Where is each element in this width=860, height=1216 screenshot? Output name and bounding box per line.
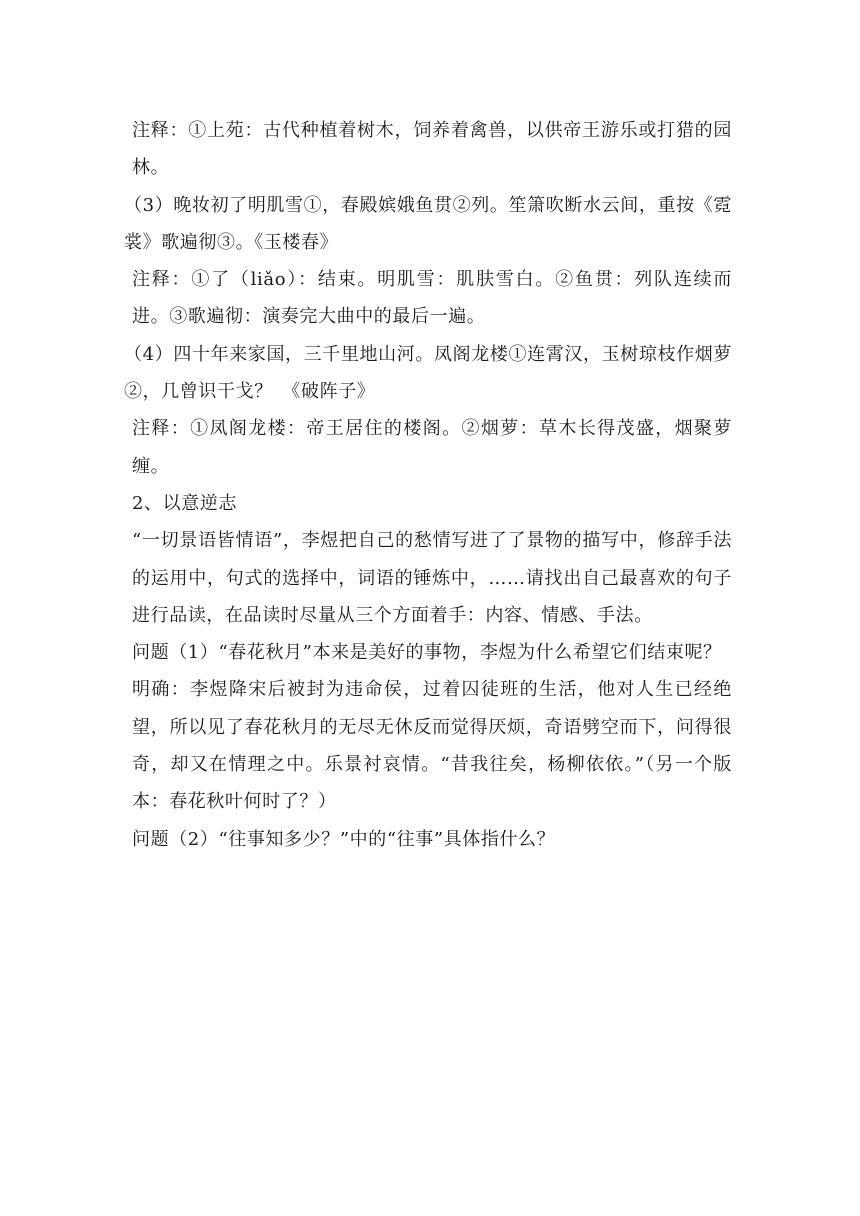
annotation-yulouchun: 注释：①了（liǎo）：结束。明肌雪：肌肤雪白。②鱼贯：列队连续而进。③歌遍彻：演奏完大曲中的最后一遍。	[132, 269, 732, 328]
section-heading: 2、以意逆志	[132, 492, 238, 514]
instruction-paragraph: “一切景语皆情语”，李煜把自己的愁情写进了了景物的描写中，修辞手法的运用中，句式的选择中，词语的锤炼中，……请找出自己最喜欢的句子进行品读，在品读时尽量从三个方面着手：内容、情感、手法。	[132, 530, 732, 626]
poem-pozhenzi: （4）四十年来家国，三千里地山河。凤阁龙楼①连霄汉，玉树琼枝作烟萝②，几曾识干戈？ 《破阵子》	[124, 343, 732, 403]
question-2: 问题（2）“往事知多少？”中的“往事”具体指什么？	[132, 828, 556, 850]
poem-yulouchun: （3）晚妆初了明肌雪①，春殿嫔娥鱼贯②列。笙箫吹断水云间，重按《霓裳》歌遍彻③。《玉楼春》	[124, 194, 732, 253]
question-1: 问题（1）“春花秋月”本来是美好的事物，李煜为什么希望它们结束呢？	[132, 642, 722, 664]
document-body	[124, 112, 732, 858]
answer-1: 明确：李煜降宋后被封为违命侯，过着囚徒班的生活，他对人生已经绝望，所以见了春花秋月的无尽无休反而觉得厌烦，奇语劈空而下，问得很奇，却又在情理之中。乐景衬哀情。“昔我往矣，杨柳依依。”（另一个版本：春花秋叶何时了？）	[132, 679, 732, 813]
annotation-pozhenzi: 注释：①凤阁龙楼：帝王居住的楼阁。②烟萝：草木长得茂盛，烟聚萝缠。	[132, 418, 732, 477]
annotation-shangyuan: 注释：①上苑：古代种植着树木，饲养着禽兽，以供帝王游乐或打猎的园林。	[132, 120, 732, 179]
